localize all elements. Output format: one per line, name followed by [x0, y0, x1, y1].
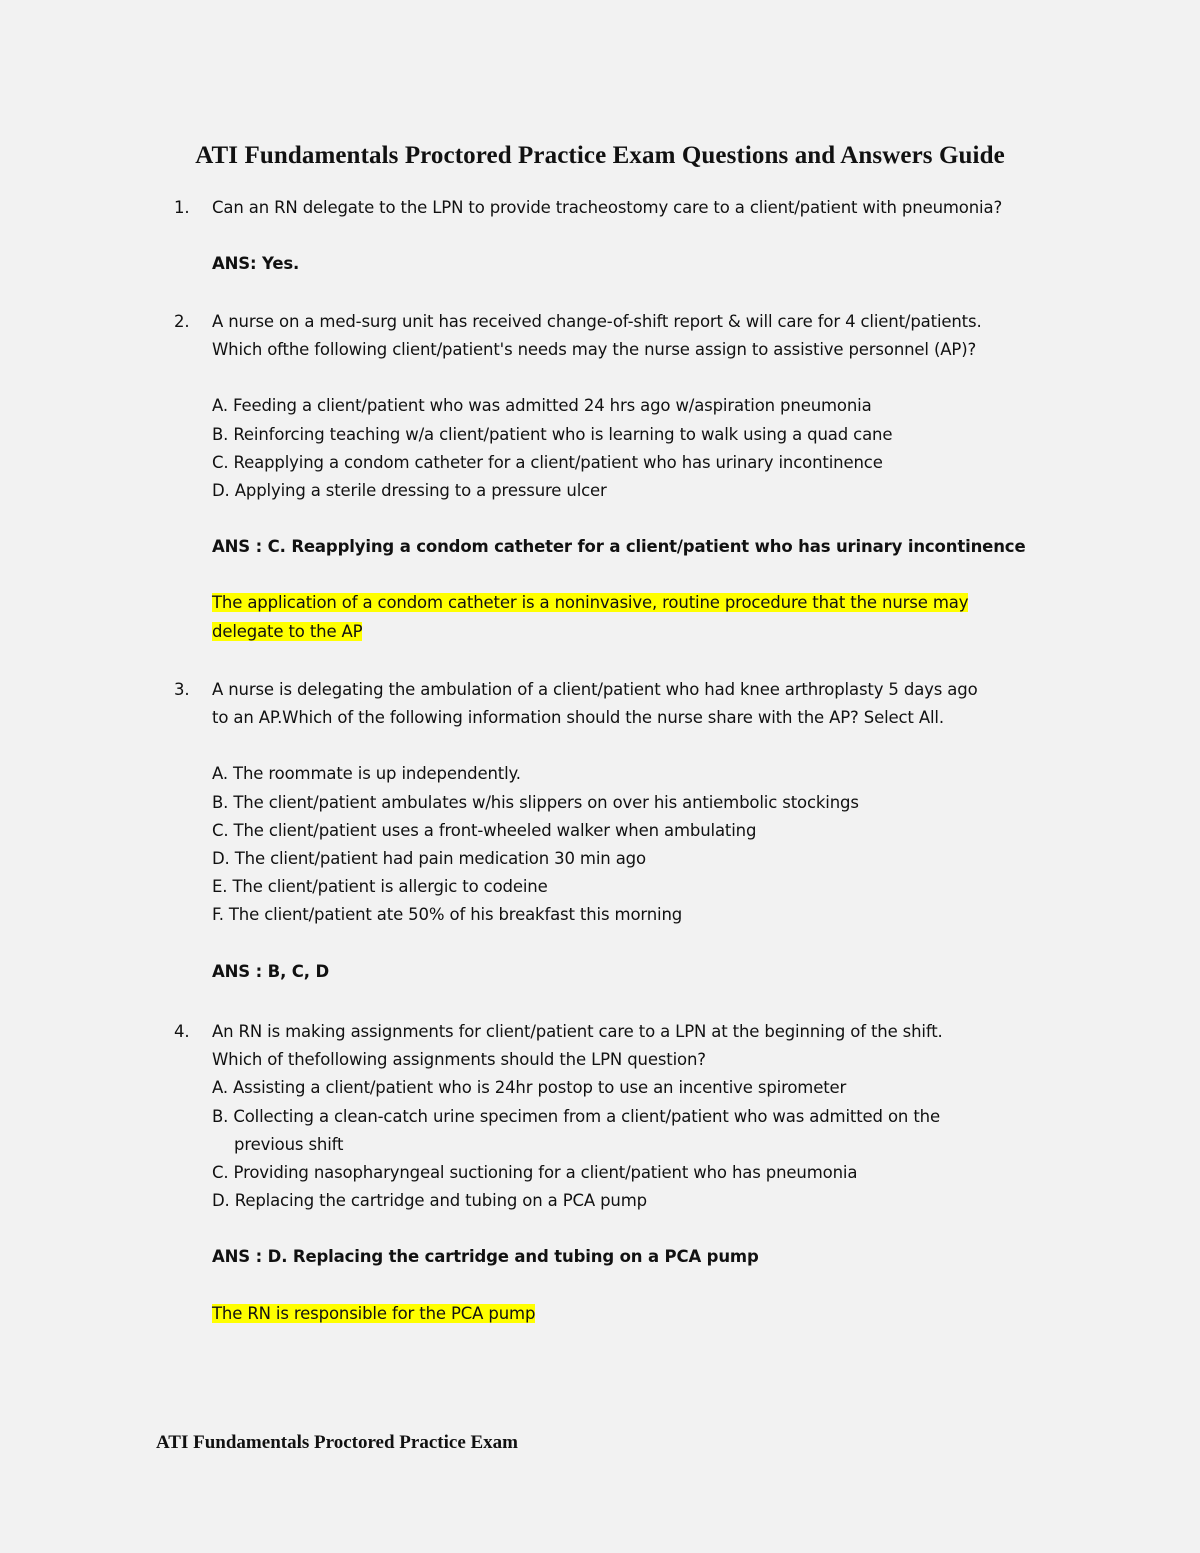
answer-option: B. The client/patient ambulates w/his slippers on over his antiembolic stockings [212, 792, 859, 812]
answer: ANS : B, C, D [212, 961, 330, 981]
answer-option: E. The client/patient is allergic to codeine [212, 877, 548, 897]
page-footer: ATI Fundamentals Proctored Practice Exam [156, 1432, 519, 1453]
answer-option: B. Collecting a clean-catch urine specimen from a client/patient who was admitted on the [212, 1106, 940, 1126]
question-text: Which of thefollowing assignments should the LPN question? [212, 1050, 706, 1070]
rationale-highlight: delegate to the AP [212, 621, 363, 641]
answer: ANS: Yes. [212, 254, 300, 274]
rationale-highlight: The RN is responsible for the PCA pump [212, 1303, 536, 1323]
answer-option: B. Reinforcing teaching w/a client/patient who is learning to walk using a quad cane [212, 424, 893, 444]
answer-option: D. Replacing the cartridge and tubing on a PCA pump [212, 1191, 647, 1211]
answer-option: C. Providing nasopharyngeal suctioning for a client/patient who has pneumonia [212, 1163, 858, 1183]
answer-option: F. The client/patient ate 50% of his breakfast this morning [212, 905, 683, 925]
document-title: ATI Fundamentals Proctored Practice Exam Questions and Answers Guide [195, 142, 1005, 169]
question-text: Can an RN delegate to the LPN to provide tracheostomy care to a client/patient with pneumonia? [212, 198, 1003, 217]
question-number: 1. [174, 198, 190, 217]
question-number: 3. [174, 680, 190, 699]
question-text: Which ofthe following client/patient's needs may the nurse assign to assistive personnel (AP)? [212, 340, 977, 360]
answer-option: A. Feeding a client/patient who was admitted 24 hrs ago w/aspiration pneumonia [212, 396, 872, 416]
question-number: 4. [174, 1022, 190, 1041]
answer: ANS : C. Reapplying a condom catheter for a client/patient who has urinary incontinence [212, 537, 1026, 557]
rationale-highlight: The application of a condom catheter is a noninvasive, routine procedure that the nurse may [212, 593, 969, 613]
answer: ANS : D. Replacing the cartridge and tubing on a PCA pump [212, 1247, 759, 1267]
answer-option: D. Applying a sterile dressing to a pressure ulcer [212, 481, 607, 501]
answer-option: D. The client/patient had pain medication 30 min ago [212, 849, 646, 869]
answer-option: A. Assisting a client/patient who is 24hr postop to use an incentive spirometer [212, 1078, 847, 1098]
answer-option: C. Reapplying a condom catheter for a client/patient who has urinary incontinence [212, 452, 883, 472]
question-text: An RN is making assignments for client/patient care to a LPN at the beginning of the shift. [212, 1022, 943, 1041]
question-text: A nurse on a med-surg unit has received change-of-shift report & will care for 4 client/patients. [212, 312, 982, 331]
answer-option: C. The client/patient uses a front-wheeled walker when ambulating [212, 820, 757, 840]
question-text: to an AP.Which of the following information should the nurse share with the AP? Select All. [212, 708, 944, 728]
answer-option-continued: previous shift [234, 1134, 344, 1154]
question-text: A nurse is delegating the ambulation of a client/patient who had knee arthroplasty 5 days ago [212, 680, 978, 699]
question-number: 2. [174, 312, 190, 331]
answer-option: A. The roommate is up independently. [212, 764, 521, 784]
